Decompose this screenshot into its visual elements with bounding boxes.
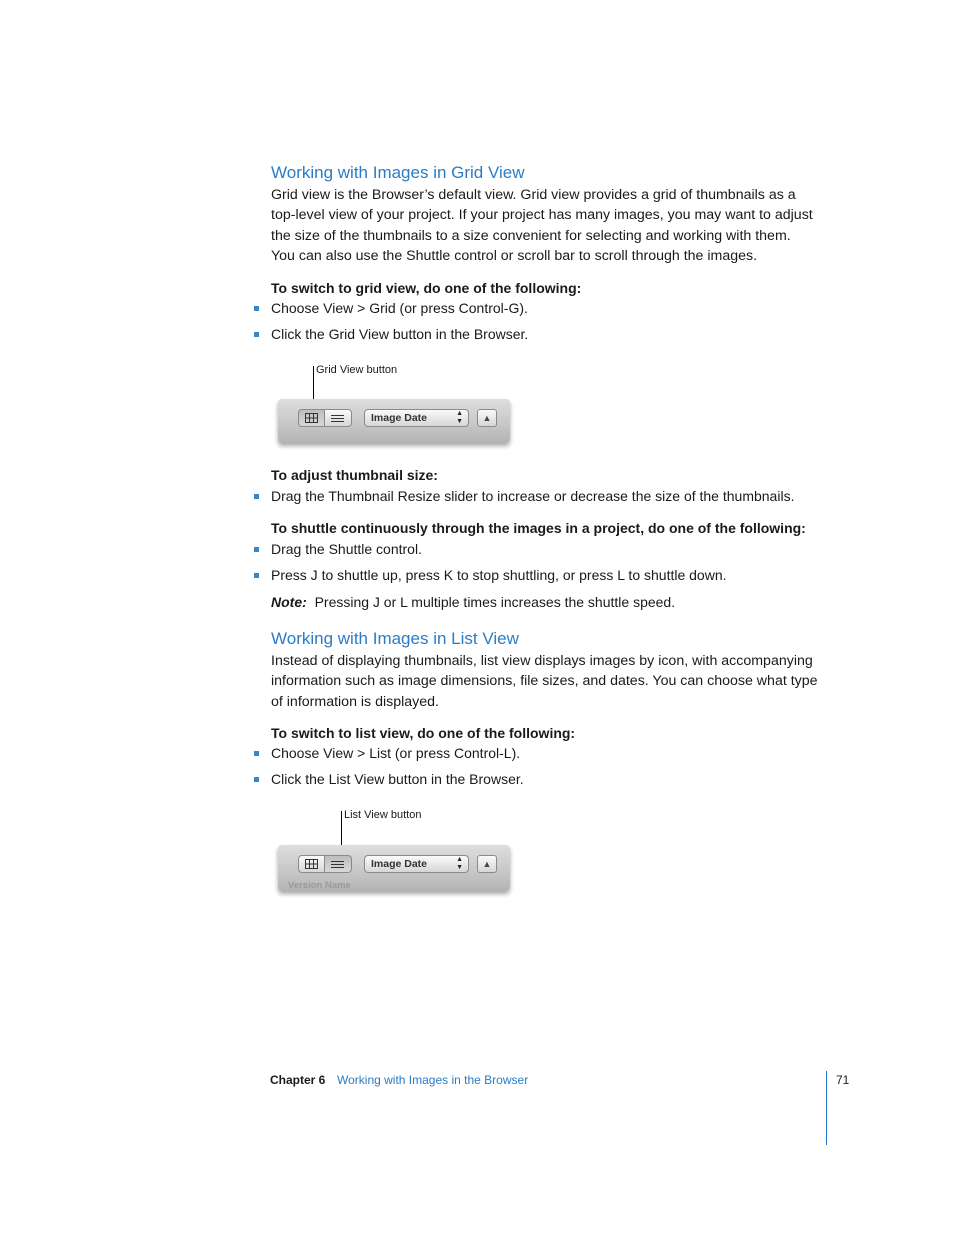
note-text: Pressing J or L multiple times increases the shuttle speed. [314,594,676,610]
note [271,594,675,610]
lead-switch-list: To switch to list view, do one of the following: [271,725,576,741]
paragraph-line: top-level view of your project. If your project has many images, you may want to adjust [271,207,813,224]
browser-toolbar-grid [278,399,510,443]
section-heading-grid-view: Working with Images in Grid View [271,163,525,182]
list-view-icon [325,410,350,426]
bullet-text: Drag the Shuttle control. [271,541,422,557]
sort-popup-menu[interactable] [364,855,469,873]
footer-chapter-title: Working with Images in the Browser [337,1073,529,1087]
callout-list-view-button: List View button [344,809,422,821]
section-heading-list-view: Working with Images in List View [271,629,519,648]
bullet-text: Choose View > List (or press Control-L). [271,745,521,761]
list-view-button[interactable] [325,855,352,873]
paragraph-line: Instead of displaying thumbnails, list view displays images by icon, with accompanying [271,653,813,669]
grid-view-button[interactable] [298,409,325,427]
up-arrow-icon: ▲ [482,859,492,869]
bullet-square-icon [254,547,259,552]
footer-chapter: Chapter 6 [270,1073,326,1087]
popup-arrows-icon: ▲ ▼ [456,410,463,425]
bullet-square-icon [254,306,259,311]
bullet-square-icon [254,573,259,578]
paragraph-line: information such as image dimensions, file sizes, and dates. You can choose what type [271,673,818,690]
sort-popup-label: Image Date [371,858,428,870]
grid-view-paragraph [271,185,831,267]
grid-view-icon [299,410,324,426]
list-view-button[interactable] [325,409,352,427]
page-number: 71 [836,1073,850,1087]
browser-toolbar-list [278,845,510,891]
lead-adjust-size: To adjust thumbnail size: [271,467,438,483]
list-view-paragraph [271,651,831,712]
bullet-square-icon [254,777,259,782]
grid-view-button[interactable] [298,855,325,873]
grid-view-icon [299,856,324,872]
lead-shuttle: To shuttle continuously through the images in a project, do one of the following: [271,520,806,536]
bullet-text: Click the List View button in the Browser. [271,771,524,787]
lead-switch-grid: To switch to grid view, do one of the following: [271,280,582,296]
bullet-text: Click the Grid View button in the Browser. [271,326,529,342]
sort-popup-label: Image Date [371,412,428,424]
list-view-icon [325,856,350,872]
column-header-version-name[interactable]: Version Name [288,880,351,891]
paragraph-line: Grid view is the Browser’s default view. Grid view provides a grid of thumbnails as a [271,187,796,203]
bullet-square-icon [254,751,259,756]
note-label: Note: [271,594,307,610]
paragraph-line: the size of the thumbnails to a size convenient for selecting and working with them. [271,227,791,244]
sort-direction-button[interactable] [477,409,497,427]
callout-grid-view-button: Grid View button [316,364,398,376]
footer-divider [826,1071,827,1145]
paragraph-line: of information is displayed. [271,693,439,710]
popup-arrows-icon: ▲ ▼ [456,856,463,871]
bullet-text: Press J to shuttle up, press K to stop shuttling, or press L to shuttle down. [271,567,727,583]
sort-popup-menu[interactable] [364,409,469,427]
sort-direction-button[interactable] [477,855,497,873]
bullet-square-icon [254,332,259,337]
bullet-square-icon [254,494,259,499]
up-arrow-icon: ▲ [482,413,492,423]
paragraph-line: You can also use the Shuttle control or scroll bar to scroll through the images. [271,248,758,265]
bullet-text: Drag the Thumbnail Resize slider to increase or decrease the size of the thumbnails. [271,488,795,504]
bullet-text: Choose View > Grid (or press Control-G). [271,300,528,316]
